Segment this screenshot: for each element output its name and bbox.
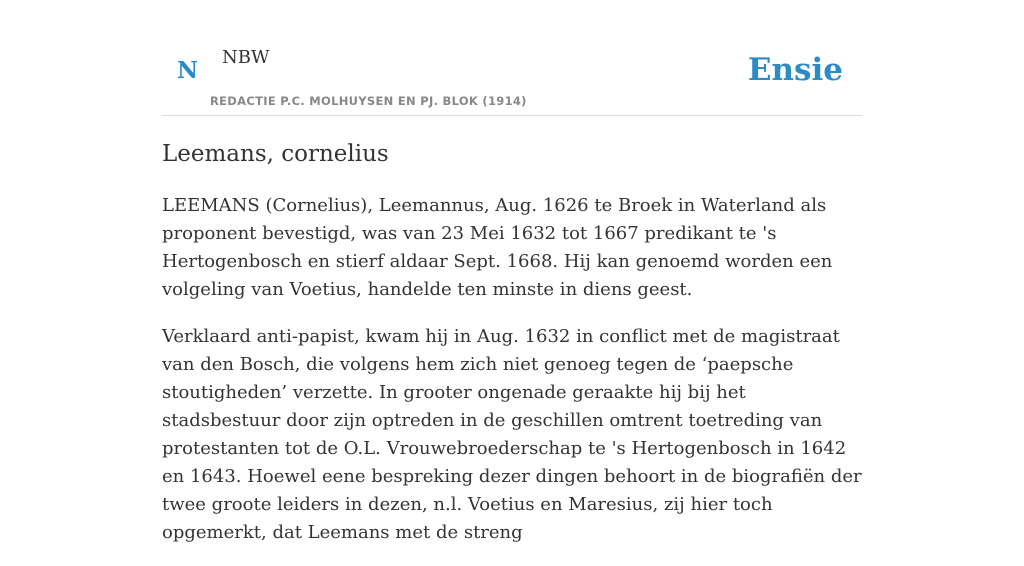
page-title: Leemans, cornelius [162,141,389,167]
article-paragraph-2: Verklaard anti-papist, kwam hij in Aug. 1632 in conflict met de magistraat van den Bosch, die volgens hem zich niet genoeg tegen de ‘paepsche stoutigheden’ verzette. In grooter ongenade geraakte hij bij het stadsbestuur door zijn optreden in de geschillen omtrent toetreding van protestanten tot de O.L. Vrouwebroederschap te 's Hertogenbosch in 1642 en 1643. Hoewel eene bespreking dezer dingen behoort in de biografiën der twee groote leiders in dezen, n.l. Voetius en Maresius, zij hier toch opgemerkt, dat Leemans met de streng [162,326,862,543]
source-logo-icon[interactable]: N [177,57,199,84]
article-body [162,192,862,566]
book-subtitle: REDACTIE P.C. MOLHUYSEN EN PJ. BLOK (1914) [210,94,527,108]
article-paragraph-1: LEEMANS (Cornelius), Leemannus, Aug. 1626 te Broek in Waterland als proponent bevestigd, was van 23 Mei 1632 tot 1667 predikant te 's Hertogenbosch en stierf aldaar Sept. 1668. Hij kan genoemd worden een volgeling van Voetius, handelde ten minste in diens geest. [162,195,833,300]
ensie-logo-link[interactable]: Ensie [747,52,843,88]
content-container [162,0,862,543]
header [162,0,862,116]
book-title-link[interactable]: NBW [222,47,270,68]
